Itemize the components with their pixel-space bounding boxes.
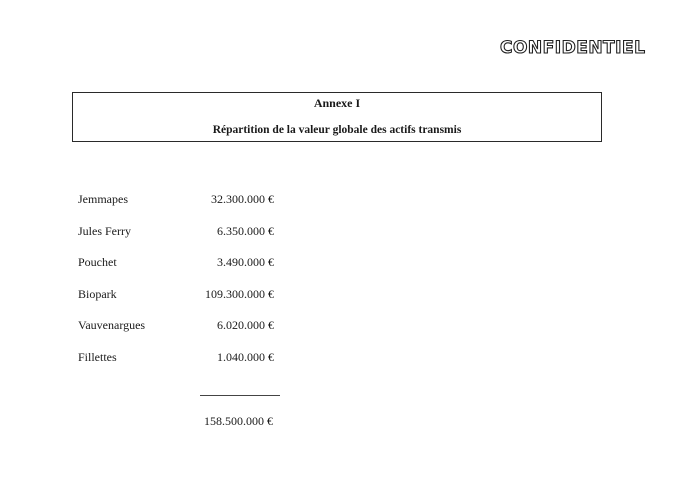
site-name: Biopark xyxy=(78,286,117,301)
table-row xyxy=(78,224,298,256)
table-row xyxy=(78,318,298,350)
site-amount: 3.490.000 € xyxy=(217,255,274,270)
site-name: Pouchet xyxy=(78,255,117,270)
site-amount: 6.350.000 € xyxy=(217,223,274,238)
site-name: Fillettes xyxy=(78,349,117,364)
annex-header-box xyxy=(72,92,602,142)
total-amount: 158.500.000 € xyxy=(204,414,273,428)
site-amount: 6.020.000 € xyxy=(217,318,274,333)
site-name: Jemmapes xyxy=(78,192,128,206)
site-amount: 109.300.000 € xyxy=(205,286,274,301)
site-name: Jules Ferry xyxy=(78,223,131,238)
annex-subtitle: Répartition de la valeur globale des actifs transmis xyxy=(212,124,462,136)
table-row xyxy=(78,192,298,224)
table-row xyxy=(78,255,298,287)
site-name: Vauvenargues xyxy=(78,318,146,333)
annex-title: Annexe I xyxy=(313,96,361,110)
table-row xyxy=(78,350,298,382)
site-amount: 32.300.000 € xyxy=(211,192,274,206)
total-divider xyxy=(200,395,280,396)
asset-value-table xyxy=(78,192,298,382)
site-amount: 1.040.000 € xyxy=(217,349,274,364)
table-row xyxy=(78,287,298,319)
confidential-stamp: CONFIDENTIEL xyxy=(500,38,646,58)
